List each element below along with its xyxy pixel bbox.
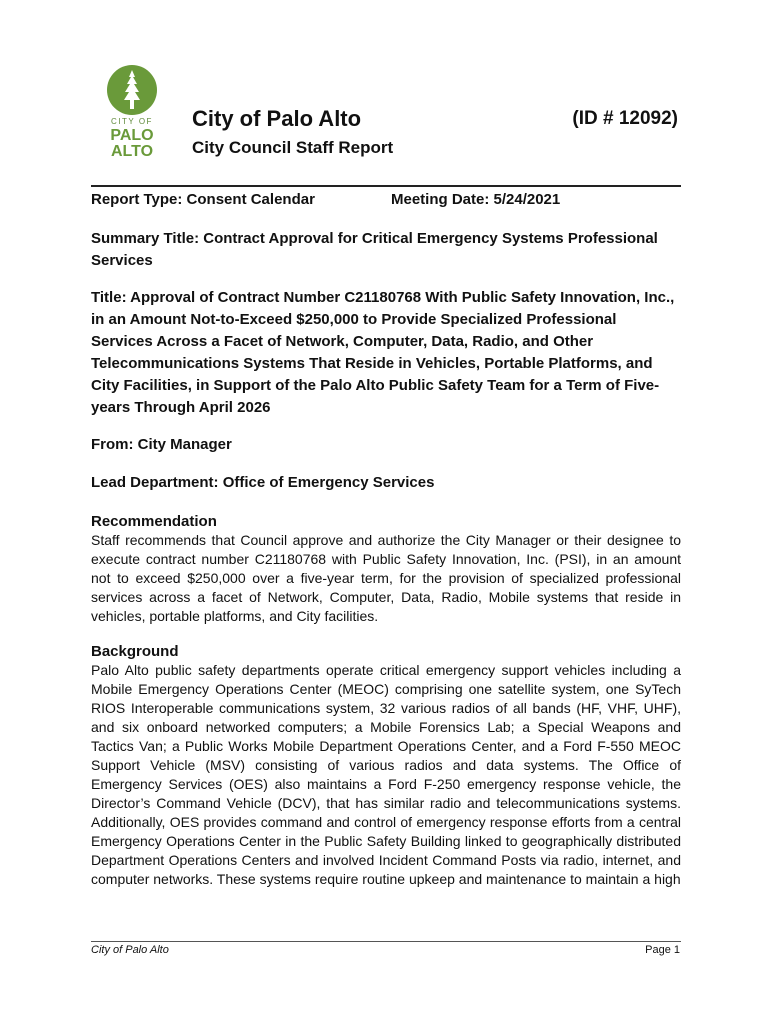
background-section (91, 643, 681, 889)
background-heading: Background (91, 643, 179, 660)
recommendation-section (91, 513, 681, 626)
report-subtitle: City Council Staff Report (192, 138, 394, 157)
page-number: Page 1 (645, 944, 680, 956)
tree-logo-icon (106, 64, 158, 116)
page-title: City of Palo Alto (192, 106, 362, 131)
city-logo (106, 64, 158, 160)
meeting-date: Meeting Date: 5/24/2021 (391, 191, 561, 208)
footer-divider (91, 941, 681, 942)
footer-city: City of Palo Alto (91, 944, 169, 956)
report-title: Title: Approval of Contract Number C21180768 With Public Safety Innovation, Inc., in an Amount Not-to-Exceed $250,000 to Provide Specialized Professional Services Across a Facet of Network, Computer, Data, Radio, and Other Telecommunications Systems That Reside in Vehicles, Portable Platforms, and City Facilities, in Support of the Palo Alto Public Safety Team for a Term of Five-years Through April 2026 (91, 289, 675, 416)
logo-alto-text: ALTO (110, 143, 154, 160)
logo-palo-text: PALO (110, 127, 154, 144)
report-type: Report Type: Consent Calendar (91, 191, 315, 208)
background-body: Palo Alto public safety departments operate critical emergency support vehicles including a Mobile Emergency Operations Center (MEOC) comprising one satellite system, one SyTech RIOS Interoperable communications system, 32 various radios of all bands (HF, VHF, UHF), and six onboard networked computers; a Mobile Forensics Lab; a Special Weapons and Tactics Van; a Public Works Mobile Department Operations Center, and a Ford F-550 MEOC Support Vehicle (MSV) consisting of various radios and data systems. The Office of Emergency Services (OES) also maintains a Ford F-250 emergency response vehicle, the Director’s Command Vehicle (DCV), that has similar radio and telecommunications systems. Additionally, OES provides command and control of emergency response efforts from a central Emergency Operations Center in the Public Safety Building linked to geographically distributed Department Operations Centers and involved Incident Command Posts via radio, internet, and computer networks. These systems require routine upkeep and maintenance to maintain a high (91, 662, 681, 887)
header-divider (91, 185, 681, 187)
summary-title: Summary Title: Contract Approval for Critical Emergency Systems Professional Services (91, 230, 658, 269)
from-line: From: City Manager (91, 436, 232, 453)
report-id: (ID # 12092) (572, 108, 678, 129)
recommendation-heading: Recommendation (91, 513, 217, 530)
recommendation-body: Staff recommends that Council approve and authorize the City Manager or their designee to execute contract number C21180768 with Public Safety Innovation, Inc. (PSI), in an amount not to exceed $250,000 over a five-year term, for the provision of specialized professional services across a facet of Network, Computer, Data, Radio, Mobile systems that reside in vehicles, portable platforms, and City facilities. (91, 532, 681, 624)
logo-city-text: CITY OF (111, 117, 153, 126)
lead-department: Lead Department: Office of Emergency Services (91, 474, 435, 491)
